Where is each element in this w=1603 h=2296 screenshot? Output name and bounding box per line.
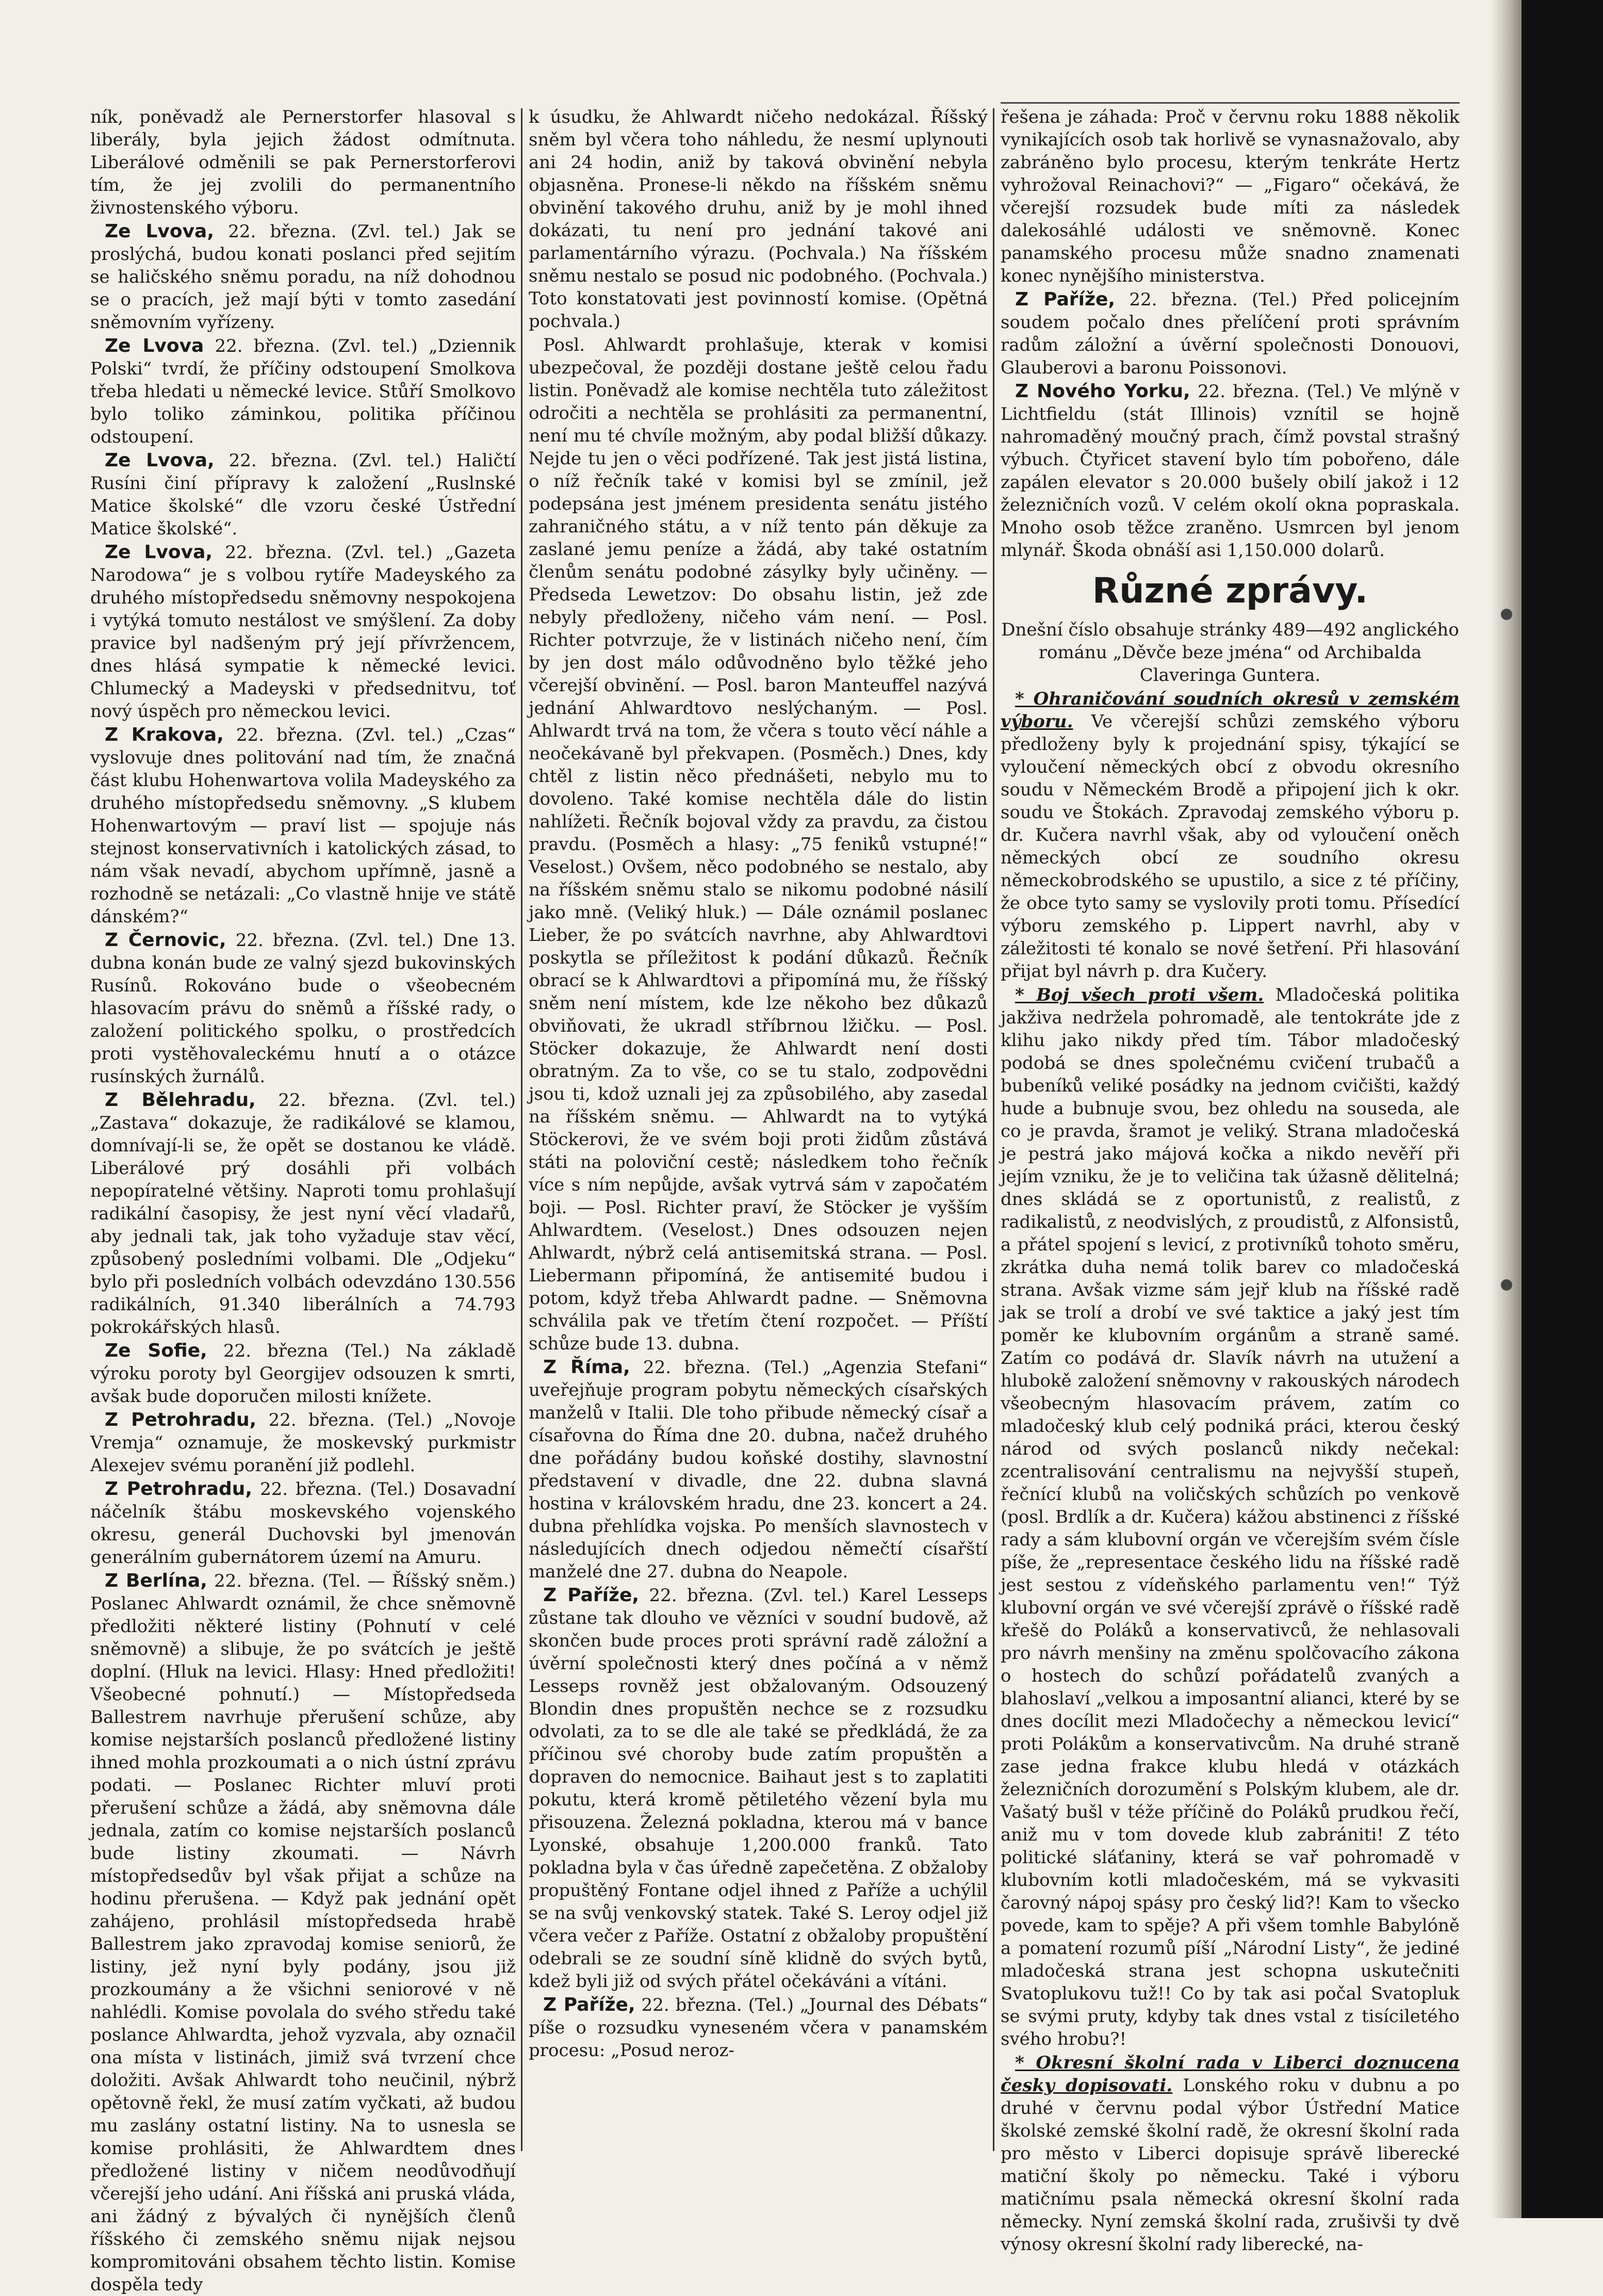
column-2 [529,106,988,2164]
column-1 [90,106,516,2295]
news-text: 22. března. (Zvl. tel.) Jak se proslýchá, budou konati poslanci před sejitím se haličského sněmu poradu, na níž dohodnou se o pracích, jež mají býti v tomto zasedání sněmovním vyřízeny. [90,221,516,333]
dateline: * Ohraničování soudních okresů v zemském výboru. [1001,689,1460,732]
news-text: 22. března. (Tel.) „Novoje Vremja“ oznamuje, že moskevský purkmistr Alexejev svému poranění již podlehl. [90,1410,516,1476]
top-rule-right [1001,102,1460,104]
news-item [1001,2051,1460,2256]
dateline: Z Petrohradu, [105,1409,257,1430]
news-item [90,1340,516,1408]
news-item [90,449,516,540]
news-text: 22. března (Tel.) Na základě výroku poroty byl Georgijev odsouzen k smrti, avšak bude doporučen milosti knížete. [90,1341,516,1407]
paragraph: Posl. Ahlwardt prohlašuje, kterak v komisi ubezpečoval, že později dostane ještě celou řadu listin. Poněvadž ale komise nechtěla tuto záležitost odročiti a nechtěla se prohlásiti za permanentní, není mu té chvíle možným, aby podal bližší důkazy. Nejde tu jen o věci podřízené. Tak jest jistá listina, o níž řečník také v komisi byl se zmínil, jež podepsána jest jménem presidenta senátu jistého zahraničného státu, a v níž tento pán děkuje za zaslané jemu peníze a žádá, aby také ostatním členům senátu podobné zásylky byly učiněny. — Předseda Lewetzov: Do obsahu listin, jež zde nebyly předloženy, ničeho vám není. — Posl. Richter potvrzuje, že v listinách ničeho není, čím by jen dost málo odůvodněno bylo těžké jeho včerejší obvinění. — Posl. baron Manteuffel nazývá jednání Ahlwardtovo neslýchaným. — Posl. Ahlwardt trvá na tom, že včera s touto věcí náhle a neočekávaně byl překvapen. (Posměch.) Dnes, kdy chtěl z listin něco přednášeti, nebylo mu to dovoleno. Také komise nechtěla dále do listin nahlížeti. Řečník bojoval vždy za pravdu, za čistou pravdu. (Posměch a hlasy: „75 feniků vstupné!“ Veselost.) Ovšem, něco podobného se nestalo, aby na říšském sněmu stalo se nikomu podobné násilí jako mně. (Veliký hluk.) — Dále oznámil poslanec Lieber, že po svátcích navrhne, aby Ahlwardtovi poskytla se příležitost k podání důkazů. Řečník obrací se k Ahlwardtovi a připomíná mu, že říšský sněm není místem, kde lze někoho bez důkazů obviňovati, že ukradl stříbrnou lžičku. — Posl. Stöcker dokazuje, že Ahlwardt není dosti obratným. Za to vše, co se tu stalo, zodpovědni jsou ti, kdož uznali jej za způsobilého, aby zasedal na říšském sněmu. — Ahlwardt na to vytýká Stöckerovi, že ve svém boji proti židům zůstává státi na poloviční cestě; následkem toho řečník více s ním nepůjde, avšak vytrvá sám v započatém boji. — Posl. Richter praví, že Stöcker je vyšším Ahlwardtem. (Veselost.) Dnes odsouzen nejen Ahlwardt, nýbrž celá antisemitská strana. — Posl. Liebermann připomíná, že antisemité budou i potom, když třeba Ahlwardt padne. — Sněmovna schválila pak ve třetím čtení rozpočet. — Příští schůze bude 13. dubna. [529,335,988,1354]
dateline: Z Bělehradu, [105,1089,256,1111]
news-text: Ve včerejší schůzi zemského výboru předloženy byly k projednání spisy, týkající se vyloučení německých obcí z obvodu okresního soudu v Německém Brodě a připojení jich k okr. soudu ve Štokách. Zpravodaj zemského výboru p. dr. Kučera navrhl však, aby od vyloučení oněch německých obcí ze soudního okresu německobrodského se upustilo, a sice z té příčiny, že obce tyto samy se vyslovily proti tomu. Přísedící výboru zemského p. Lippert navrhl, aby v záležitosti té konalo se nové šetření. Při hlasování přijat byl návrh p. dra Kučery. [1001,711,1460,982]
news-text: 22. března. (Tel.) „Agenzia Stefani“ uveřejňuje program pobytu německých císařských manželů v Italii. Dle toho přibude německý císař a císařovna do Říma dne 20. dubna, načež druhého dne pořádány budou koňské dostihy, slavnostní představení v divadle, dne 22. dubna slavná hostina v královském hradu, dne 23. koncert a 24. dubna přehlídka vojska. Po menších slavnostech v následujících dnech odjedou němečtí císařští manželé dne 27. dubna do Neapole. [529,1357,988,1582]
news-item [1001,380,1460,562]
news-text: 22. března. (Tel.) „Journal des Débats“ píše o rozsudku vyneseném včera v panamském procesu: „Posud neroz- [529,1995,988,2061]
dateline: Z Říma, [543,1357,630,1378]
dateline: Ze Lvova, [105,542,213,563]
news-item [90,1089,516,1339]
dateline: Z Černovic, [105,930,226,951]
news-item [90,220,516,334]
dateline: Z Paříže, [543,1994,635,2015]
dateline: Ze Sofie, [105,1340,207,1361]
news-text: 22. března. (Zvl. tel.) „Zastava“ dokazuje, že radikálové se klamou, domnívají-li se, že opět se dostanou ke vládě. Liberálové prý dosáhli při volbách nepopíratelné většiny. Naproti tomu prohlašují radikální časopisy, že jest nyní věcí vladařů, aby jednali tak, jak toho vyžaduje stav věcí, způsobený posledními volbami. Dle „Odjeku“ bylo při posledních volbách odevzdáno 130.556 radikálních, 91.340 liberálních a 74.793 pokrokářských hlasů. [90,1090,516,1338]
dateline: Z Paříže, [543,1585,640,1606]
scan-border [1522,0,1603,2218]
dateline: Ze Lvova, [105,221,215,242]
news-text: 22. března. (Zvl. tel.) „Czas“ vyslovuje dnes politování nad tím, že značná část klubu Hohenwartova volila Madeyského za druhého místopředsedu sněmovny. „S klubem Hohenwartovým — praví list — spojuje nás stejnost konservativních i katolických zásad, to nám však nevadí, abychom upřímně, jasně a rozhodně se netázali: „Co vlastně hnije ve státě dánském?“ [90,725,516,927]
news-text: 22. března. (Tel.) Před policejním soudem počalo dnes přelíčení proti správním radům záložní a úvěrní společnosti Donouovi, Glauberovi a baronu Poissonovi. [1001,289,1460,378]
dateline: Ze Lvova [105,335,204,356]
column-rule-1 [521,108,522,2151]
news-item [529,1356,988,1583]
news-item [90,724,516,928]
binding-hole [1501,1279,1512,1291]
binding-hole [1501,609,1512,620]
news-text: 22. března. (Zvl. tel.) „Gazeta Narodowa“ je s volbou rytíře Madeyského za druhého místopředsedu sněmovny nespokojena i vytýká tomuto nestálost ve smýšlení. Za doby pravice byl nadšeným prý její přívržencem, dnes hlásá sympatie k německé levici. Chlumecký a Madeyski v předsednitvu, toť nový úspěch pro německou levici. [90,542,516,722]
page-edge-shadow [1491,0,1522,2218]
dateline: Z Petrohradu, [105,1478,253,1500]
news-item [90,929,516,1088]
news-text: Lonského roku v dubnu a po druhé v červnu podal výbor Ústřední Matice školské zemské školní radě, že okresní školní rada pro město v Liberci dopisuje správě liberecké matiční školy po německu. Také i výboru matičnímu psala německá okresní školní rada německy. Nyní zemská školní rada, zrušivši ty dvě výnosy okresní školní rady liberecké, na- [1001,2075,1460,2255]
column-3 [1001,106,1460,2255]
news-item [90,1478,516,1569]
news-item [1001,688,1460,983]
news-item [90,541,516,723]
dateline: Z Nového Yorku, [1015,381,1190,402]
news-item [90,335,516,448]
news-item [529,1584,988,1993]
news-item [529,1994,988,2062]
paragraph: ník, poněvadž ale Pernerstorfer hlasoval s liberály, byla jejich žádost odmítnuta. Liberálové odměnili se pak Pernerstorferovi tím, že jej zvolili do permanentního živnostenského výboru. [90,107,516,218]
news-text: 22. března. (Tel. — Říšský sněm.) Poslanec Ahlwardt oznámil, že chce sněmovně předložiti některé listiny (Pohnutí v celé sněmovně) a slibuje, že po svátcích je ještě doplní. (Hluk na levici. Hlasy: Hned předložiti! Všeobecné pohnutí.) — Místopředseda Ballestrem navrhuje přerušení schůze, aby komise nejstarších poslanců předložené listiny ihned mohla prozkoumati a o nich ústní zprávu podati. — Poslanec Richter mluví proti přerušení schůze a žádá, aby sněmovna dále jednala, zatím co komise nejstarších poslanců bude listiny zkoumati. — Návrh místopředsedův byl však přijat a schůze na hodinu přerušena. — Když pak jednání opět zahájeno, prohlásil místopředseda hrabě Ballestrem jako zpravodaj komise seniorů, že listiny, jež nyní byly podány, jsou již prozkoumány a že všichni seniorové v ně nahlédli. Komise povolala do svého středu také poslance Ahlwardta, jehož vyzvala, aby označil ona místa v listinách, jimiž svá tvrzení chce doložiti. Avšak Ahlwardt toho neučinil, nýbrž opětovně řekl, že musí zatím vyčkati, až budou mu zaslány ostatní listiny. Na to usnesla se komise prohlásiti, že Ahlwardtem dnes předložené listiny v ničem neodůvodňují včerejší jeho udání. Ani říšská ani pruská vláda, ani žádný z bývalých či nynějších členů říšského či zemského sněmu nijak nejsou kompromitováni obsahem těchto listin. Komise dospěla tedy [90,1571,516,2295]
news-item [90,1570,516,2296]
dateline: Z Paříže, [1015,289,1116,310]
paragraph: řešena je záhada: Proč v červnu roku 1888 několik vynikajících osob tak horlivě se vynasnažovalo, aby zabráněno bylo procesu, kterým tenkráte Hertz vyhrožoval Reinachovi?“ — „Figaro“ očekává, že včerejší rozsudek bude míti za následek dalekosáhlé události ve sněmovně. Konec panamského procesu může snadno znamenati konec nynějšího ministerstva. [1001,107,1460,286]
dateline: * Boj všech proti všem. [1015,985,1264,1005]
news-text: 22. března. (Zvl. tel.) Dne 13. dubna konán bude ze valný sjezd bukovinských Rusínů. Rokováno bude o všeobecném hlasovacím právu do sněmů a říšské rady, o založení politického spolku, o prostředcích proti vystěhovaleckému hnutí a o otázce rusínských žurnálů. [90,930,516,1087]
section-heading: Různé zprávy. [1092,571,1368,611]
paragraph: k úsudku, že Ahlwardt ničeho nedokázal. Říšský sněm byl včera toho náhledu, že nesmí uplynouti ani 24 hodin, aniž by taková obvinění nebyla objasněna. Pronese-li někdo na říšském sněmu obvinění takového druhu, aniž by je mohl ihned dokázati, tu není pro jednání takové ani parlamentárního výrazu. (Pochvala.) Na říšském sněmu nestalo se posud nic podobného. (Pochvala.) Toto konstatovati jest povinností komise. (Opětná pochvala.) [529,107,988,332]
news-text: 22. března. (Zvl. tel.) Karel Lesseps zůstane tak dlouho ve vězníci v soudní budově, až skončen bude proces proti správní radě záložní a úvěrní společnosti který dnes počíná a v němž Lesseps rovněž jest obžalovaným. Odsouzený Blondin dnes propuštěn nechce se z rozsudku odvolati, za to se dle ale také se předkládá, že za příčinou své choroby bude zatím propuštěn a dopraven do nemocnice. Baihaut jest s to zaplatiti pokutu, která kromě pětiletého vězení byla mu přisouzena. Železná pokladna, kterou má v bance Lyonské, obsahuje 1,200.000 franků. Tato pokladna byla v čas úředně zapečetěna. Z obžaloby propuštěný Fontane odjel ihned z Paříže a uchýlil se na svůj venkovský statek. Také S. Leroy odjel již včera večer z Paříže. Ostatní z obžaloby propuštění odebrali se ze soudní síně klidně do svých bytů, kdež byli již od svých přátel očekáváni a vítáni. [529,1585,988,1992]
news-text: 22. března. (Zvl. tel.) „Dziennik Polski“ tvrdí, že příčiny odstoupení Smolkova třeba hledati u německé levice. Stůří Smolkovo bylo toliko záminkou, politika příčinou odstoupení. [90,336,516,447]
news-item [1001,984,1460,2050]
dateline: Ze Lvova, [105,450,215,471]
dateline: Z Berlína, [105,1570,207,1591]
news-text: 22. března. (Tel.) Dosavadní náčelník štábu moskevského vojenského okresu, generál Duchovski byl jmenován generálním gubernátorem území na Amuru. [90,1479,516,1568]
news-item [90,1409,516,1477]
section-notice: Dnešní číslo obsahuje stránky 489—492 anglického románu „Děvče beze jména“ od Archibalda Claveringa Guntera. [1001,620,1459,686]
news-text: Mladočeská politika jakživa nedržela pohromadě, ale tentokráte jde z klihu jako nikdy před tím. Tábor mladočeský podobá se dnes společnému cvičení trubačů a bubeníků veliké posádky na jednom cvičišti, každý hude a bubnuje svou, bez ohledu na souseda, ale co je pravda, šramot je veliký. Strana mladočeská je pestrá jako májová kočka a nikdo nevěří při jejím vzniku, že je to veličina tak úžasně dělitelná; dnes skládá se z oportunistů, z realistů, z radikalistů, z neodvislých, z proudistů, z Alfonsistů, a přátel spojení s levicí, z protivníků tohoto směru, zkrátka duha nemá tolik barev co mladočeská strana. Avšak vizme sám jejř klub na říšské radě jak se trolí a drobí ve své taktice a jaký jest tím poměr ke klubovním orgánům a straně samé. Zatím co podává dr. Slavík návrh na utužení a hlubokě založení sněmovny v rakouských národech všeobecným hlasovacím právem, zatím co mladočeský klub celý podniká práci, kterou český národ od svých poslanců nikdy nečekal: zcentralisování centralismu na nejvyšší stupeň, řečnící klubů na voličských schůzích po venkově (posl. Brdlík a dr. Kučera) kážou abstinenci z říšské rady a sám klubovní orgán ve včerejším svém čísle píše, že „representace českého lidu na říšské radě jest sestou z vídeňského parlamentu ven!“ Týž klubovní orgán ve své včerejší zprávě o říšské radě křešě do Poláků a konservativců, že nehlasovali pro návrh menšiny na změnu spolčovacího zákona o hostech do schůzí pořádatelů zvaných a blahoslaví „velkou a imposantní alianci, které by se dnes docílit mezi Mladočechy a německou levicí“ proti Polákům a konservativcům. Na druhé straně zase jedna frakce klubu hledá v otázkách železničních dorozumění s Polským klubem, ale dr. Vašatý bušl v téže příčině do Poláků prudkou řečí, aniž mu v tom dovede klub zabrániti! Z této politické sláťaniny, která se vař pohromadě v klubovním kotli mladočeském, má se vykvasiti čarovný nápoj spásy pro český lid?! Kam to všecko povede, kam to spěje? A při všem tomhle Babylóně a pomatení rozumů píší „Národní Listy“, že jediné mladočeská strana jest schopna uskutečniti Svatoplukovu tuž!! Co by tak asi počal Svatopluk se svými pruty, kdyby tak dnes vstal z tisíciletého svého hrobu?! [1001,985,1460,2049]
news-item [1001,288,1460,379]
column-rule-2 [993,108,994,2151]
news-text: 22. března. (Zvl. tel.) Haličtí Rusíni činí přípravy k založení „Ruslnské Matice školské“ dle vzoru české Ústřední Matice školské“. [90,450,516,539]
dateline: * Okresní školní rada v Liberci doznucena česky dopisovati. [1001,2053,1460,2096]
dateline: Z Krakova, [105,724,224,745]
news-text: 22. března. (Tel.) Ve mlýně v Lichtfieldu (stát Illinois) vznítil se hojně nahromaděný moučný prach, čímž povstal strašný výbuch. Čtyřicet stavení bylo tím pobořeno, dále zapálen elevator s 20.000 bušely obilí jakož i 12 železničních vozů. V celém okolí okna popraskala. Mnoho osob těžce zraněno. Usmrcen byl jenom mlynář. Škoda obnáší asi 1,150.000 dolarů. [1001,381,1460,561]
